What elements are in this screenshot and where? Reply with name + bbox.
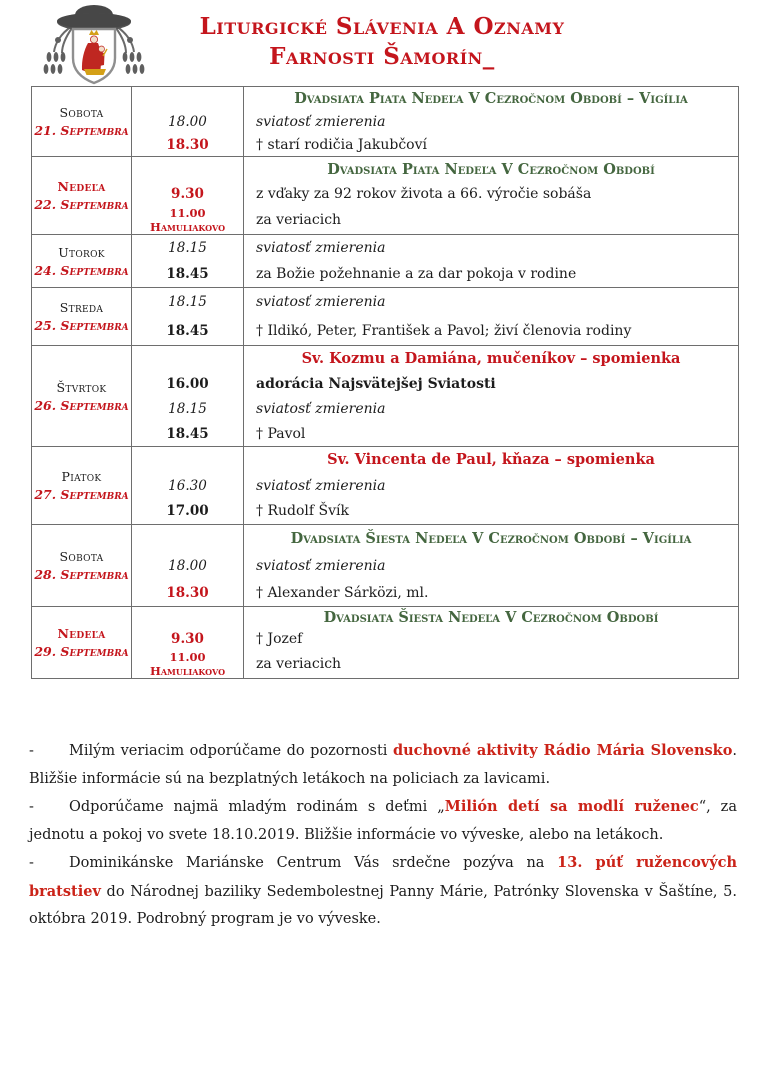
day-name: Piatok: [61, 469, 102, 484]
day-cell: [32, 607, 132, 678]
announcement-paragraph: [29, 793, 737, 849]
schedule-row: [32, 524, 738, 606]
schedule-line: [132, 317, 738, 346]
day-date: 26. Septembra: [34, 397, 129, 413]
day-name: Nedeľa: [57, 626, 106, 641]
schedule-line: [132, 261, 738, 287]
day-name: Sobota: [59, 105, 104, 120]
schedule-line: [132, 87, 738, 110]
event-text: sviatosť zmierenia: [256, 240, 386, 256]
announcement-text: “, za jednotu a pokoj vo svete 18.10.2019. Bližšie informácie vo výveske, alebo na letákoch.: [29, 799, 737, 843]
schedule-line: [132, 396, 738, 421]
event-text: † Alexander Sárközi, ml.: [256, 584, 429, 601]
time-cell: 11.00 Hamuliakovo: [132, 650, 244, 678]
event-text: sviatosť zmierenia: [256, 557, 386, 574]
event-text: † Rudolf Švík: [256, 503, 349, 520]
announcement-text: do Národnej baziliky Sedembolestnej Panny Márie, Patrónky Slovenska v Šaštíne, 5. októbra 2019. Podrobný program je vo výveske.: [29, 883, 737, 927]
feast-heading-green: Dvadsiata Šiesta Nedeľa V Cezročnom Období: [323, 609, 659, 627]
schedule-line: [132, 473, 738, 499]
announcement-text: Milým veriacim odporúčame do pozornosti: [69, 743, 393, 759]
schedule-line: [132, 133, 738, 156]
event-text: † starí rodičia Jakubčoví: [256, 136, 427, 153]
schedule-line: [132, 206, 738, 234]
schedule-row: [32, 606, 738, 678]
schedule-row: [32, 345, 738, 446]
schedule-line: [132, 607, 738, 629]
day-name: Streda: [59, 300, 104, 315]
event-text: † Pavol: [256, 425, 306, 442]
time-cell: [132, 607, 244, 629]
day-date: 22. Septembra: [34, 197, 129, 212]
page-header: [0, 12, 764, 72]
schedule-row: [32, 87, 738, 156]
day-cell: [32, 288, 132, 345]
time-cell: 9.30: [132, 182, 244, 207]
row-lines: [132, 447, 738, 524]
schedule-line: [132, 498, 738, 524]
event-text: za Božie požehnanie a za dar pokoja v rodine: [256, 266, 577, 282]
event-text: sviatosť zmierenia: [256, 113, 386, 130]
row-lines: [132, 87, 738, 156]
page-title-line1: Liturgické Slávenia A Oznamy: [199, 13, 565, 40]
feast-heading-green: Dvadsiata Piata Nedeľa V Cezročnom Období: [327, 160, 655, 178]
schedule-row: [32, 234, 738, 287]
time-cell: 18.15: [132, 235, 244, 261]
day-name: Sobota: [59, 549, 104, 564]
feast-heading-red: Sv. Vincenta de Paul, kňaza – spomienka: [327, 451, 655, 469]
announcement-text: Odporúčame najmä mladým rodinám s deťmi „: [69, 799, 445, 815]
announcement-highlight: Milión detí sa modlí ruženec: [444, 798, 699, 815]
time-cell: [132, 157, 244, 182]
row-lines: [132, 157, 738, 234]
time-cell: 11.00 Hamuliakovo: [132, 206, 244, 234]
schedule-line: [132, 288, 738, 317]
day-date: 25. Septembra: [34, 318, 129, 333]
row-lines: [132, 288, 738, 345]
event-text: † Jozef: [256, 631, 303, 648]
schedule-line: [132, 235, 738, 261]
time-cell: 18.30: [132, 579, 244, 606]
time-cell: [132, 346, 244, 371]
day-date: 21. Septembra: [34, 123, 129, 138]
event-text: sviatosť zmierenia: [256, 477, 386, 494]
time-cell: 18.00: [132, 110, 244, 133]
event-text: † Ildikó, Peter, František a Pavol; živí členovia rodiny: [256, 322, 632, 339]
day-date: 24. Septembra: [34, 262, 129, 278]
day-date: 28. Septembra: [34, 567, 129, 582]
time-cell: 18.45: [132, 317, 244, 346]
time-cell: 18.15: [132, 288, 244, 317]
event-text: sviatosť zmierenia: [256, 400, 386, 417]
day-cell: [32, 346, 132, 446]
event-text: za veriacich: [256, 212, 342, 228]
row-lines: [132, 607, 738, 678]
time-cell: 18.30: [132, 133, 244, 156]
day-date: 27. Septembra: [34, 487, 129, 502]
day-name: Štvrtok: [56, 379, 107, 395]
list-dash: -: [29, 743, 34, 759]
event-text: za veriacich: [256, 656, 342, 672]
schedule-line: [132, 421, 738, 446]
schedule-line: [132, 579, 738, 606]
event-text: z vďaky za 92 rokov života a 66. výročie sobáša: [256, 185, 592, 202]
announcement-text: Dominikánske Mariánske Centrum Vás srdečne pozýva na: [69, 855, 558, 871]
day-cell: [32, 87, 132, 156]
time-cell: 18.00: [132, 552, 244, 579]
schedule-table: [31, 86, 739, 679]
announcement-paragraph: [29, 737, 737, 793]
time-cell: 16.30: [132, 473, 244, 499]
schedule-line: [132, 525, 738, 552]
row-lines: [132, 525, 738, 606]
feast-heading-green: Dvadsiata Šiesta Nedeľa V Cezročnom Období – Vigília: [290, 530, 692, 547]
schedule-row: [32, 287, 738, 345]
time-cell: [132, 87, 244, 110]
time-cell: 18.15: [132, 396, 244, 421]
day-cell: [32, 235, 132, 287]
day-cell: [32, 447, 132, 524]
list-dash: -: [29, 855, 34, 871]
time-cell: [132, 447, 244, 473]
schedule-line: [132, 629, 738, 651]
feast-heading-red: Sv. Kozmu a Damiána, mučeníkov – spomienka: [301, 350, 681, 367]
schedule-line: [132, 650, 738, 678]
day-name: Utorok: [58, 244, 105, 260]
announcement-highlight: 13. púť ružencových bratstiev: [29, 854, 737, 900]
event-text: sviatosť zmierenia: [256, 294, 386, 311]
announcement-paragraph: [29, 849, 737, 934]
list-dash: -: [29, 799, 34, 815]
day-cell: [32, 525, 132, 606]
schedule-line: [132, 110, 738, 133]
announcements-section: [29, 737, 737, 934]
day-date: 29. Septembra: [34, 644, 129, 659]
schedule-line: [132, 447, 738, 473]
day-cell: [32, 157, 132, 234]
row-lines: [132, 346, 738, 446]
schedule-line: [132, 552, 738, 579]
schedule-line: [132, 157, 738, 182]
time-cell: 17.00: [132, 498, 244, 524]
event-text: adorácia Najsvätejšej Sviatosti: [256, 375, 496, 392]
time-cell: 18.45: [132, 261, 244, 287]
time-cell: [132, 525, 244, 552]
schedule-line: [132, 182, 738, 207]
time-cell: 9.30: [132, 629, 244, 651]
page-title-line2: Farnosti Šamorín_: [269, 43, 495, 70]
feast-heading-green: Dvadsiata Piata Nedeľa V Cezročnom Období – Vigília: [294, 90, 688, 107]
row-lines: [132, 235, 738, 287]
time-cell: 16.00: [132, 371, 244, 396]
day-name: Nedeľa: [57, 179, 106, 194]
announcement-highlight: duchovné aktivity Rádio Mária Slovensko: [393, 742, 733, 759]
schedule-row: [32, 156, 738, 234]
announcement-text: . Bližšie informácie sú na bezplatných letákoch na policiach za lavicami.: [29, 743, 737, 787]
schedule-line: [132, 346, 738, 371]
time-cell: 18.45: [132, 421, 244, 446]
schedule-line: [132, 371, 738, 396]
schedule-row: [32, 446, 738, 524]
